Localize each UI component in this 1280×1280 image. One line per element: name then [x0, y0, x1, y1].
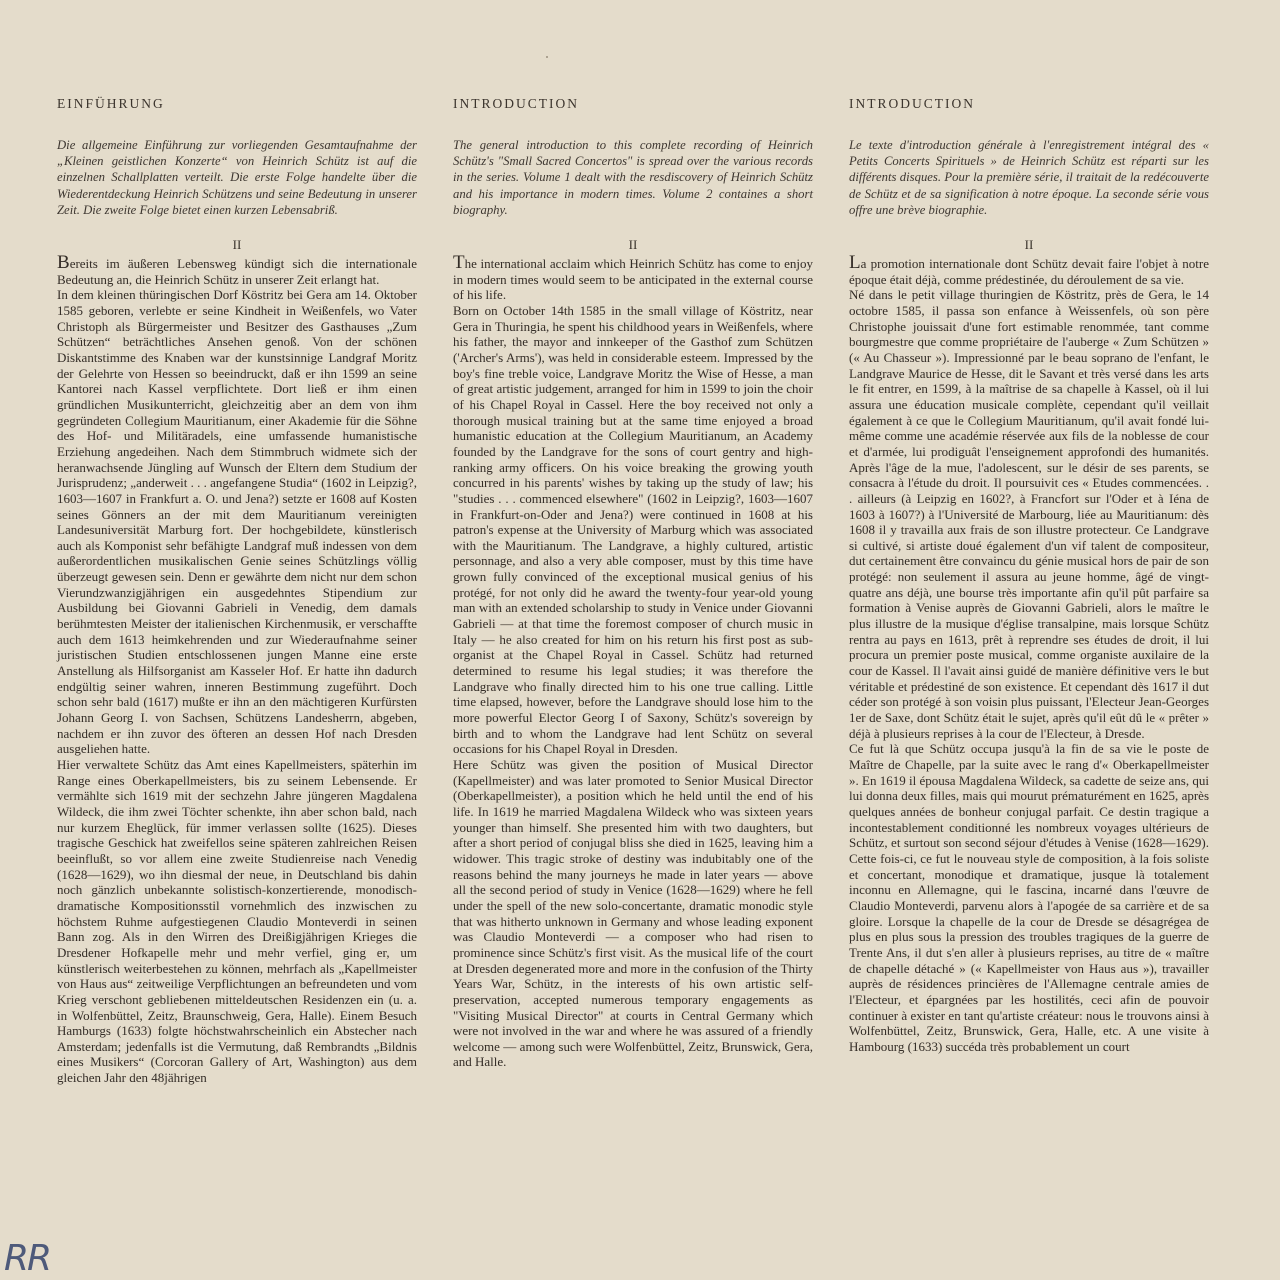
- german-heading: EINFÜHRUNG: [57, 96, 165, 111]
- english-section-number: II: [628, 237, 638, 252]
- english-paragraph-1: The international acclaim which Heinrich Schütz has come to enjoy in modern times would seem to be anticipated in the external course of his life.: [453, 252, 813, 303]
- french-paragraph-1: La promotion internationale dont Schütz devait faire l'objet à notre époque était déjà, comme prédestinée, du déroulement de sa vie.: [849, 252, 1209, 287]
- french-paragraph-3: Ce fut là que Schütz occupa jusqu'à la fin de sa vie le poste de Maître de Chapelle, par la suite avec le rang d'« Oberkapellmeister ». En 1619 il épousa Magdalena Wildeck, sa cadette de seize ans, qui lui donna deux filles, mais qui mourut prématurément en 1625, après quelques années de bonheur conjugal parfait. Ce destin tragique a incontestablement conditionné les nombreux voyages ultérieurs de Schütz, et surtout son second séjour d'études à Venise (1628—1629). Cette fois-ci, ce fut le nouveau style de composition, à la fois soliste et concertant, monodique et dramatique, jusque là totalement inconnu en Allemagne, qui le fascina, incarné dans l'œuvre de Claudio Monteverdi, parvenu alors à l'apogée de sa carrière et de sa gloire. Lorsque la chapelle de la cour de Dresde se désagrégea de plus en plus sous la pression des troubles tragiques de la guerre de Trente Ans, il dut s'en aller à plusieurs reprises, au titre de « maître de chapelle détaché » (« Kapellmeister von Haus aus »), travailler auprès de résidences princières de l'Allemagne centrale amies de l'Electeur, et épargnées par les hostilités, ceci afin de pouvoir continuer à exister en tant qu'artiste créateur: nous le trouvons ainsi à Wolfenbüttel, Zeitz, Brunswick, Gera, Halle, etc. A une visite à Hambourg (1633) succéda très probablement un court: [849, 741, 1209, 1054]
- german-intro: Die allgemeine Einführung zur vorliegenden Gesamtaufnahme der „Kleinen geistlichen Konzerte“ von Heinrich Schütz ist auf die einzelnen Schallplatten verteilt. Die erste Folge handelte über die Wiederentdeckung Heinrich Schützens und seine Bedeutung in unserer Zeit. Die zweite Folge bietet einen kurzen Lebensabriß.: [57, 138, 417, 217]
- french-section-number: II: [1024, 237, 1034, 252]
- english-paragraph-2: Born on October 14th 1585 in the small village of Köstritz, near Gera in Thuringia, he spent his childhood years in Weißenfels, where his father, the mayor and innkeeper of the Gasthof zum Schützen ('Archer's Arms'), was held in considerable esteem. Impressed by the boy's fine treble voice, Landgrave Moritz the Wise of Hesse, a man of great artistic judgement, arranged for him in 1599 to join the choir of his Chapel Royal in Cassel. Here the boy received not only a thorough musical training but at the same time enjoyed a broad humanistic education at the Collegium Mauritianum, an Academy founded by the Landgrave for the sons of court gentry and high-ranking army officers. On his voice breaking the growing youth concurred in his parents' wishes by taking up the study of law; his "studies . . . commenced elsewhere" (1602 in Leipzig?, 1603—1607 in Frankfurt-on-Oder and Jena?) were continued in 1608 at his patron's expense at the University of Marburg which was associated with the Mauritianum. The Landgrave, a highly cultured, artistic personnage, and also a very able composer, must by this time have grown fully convinced of the exceptional musical genius of his protégé, for not only did he award the twenty-four year-old young man with an extended scholarship to study in Venice under Giovanni Gabrieli — at that time the foremost composer of church music in Italy — he also created for him on his return his first post as sub-organist at the Chapel Royal in Cassel. Schütz had returned determined to resume his legal studies; it was therefore the Landgrave who finally directed him to his one true calling. Little time elapsed, however, before the Landgrave should lose him to the more powerful Elector Georg I of Saxony, Schütz's sovereign by birth and to whom the Landgrave had lent Schütz on several occasions for his Chapel Royal in Dresden.: [453, 302, 813, 757]
- french-body: [849, 252, 1209, 1054]
- english-body: [453, 252, 813, 1070]
- french-paragraph-2: Né dans le petit village thuringien de Köstritz, près de Gera, le 14 octobre 1585, il passa son enfance à Weissenfels, où son père Christophe jouissait d'une fort estimable renommée, tant comme bourgmestre que comme propriétaire de l'auberge « Zum Schützen » (« Au Chasseur »). Impressionné par le beau soprano de l'enfant, le Landgrave Maurice de Hesse, dit le Savant et très versé dans les arts le fit entrer, en 1599, à la maîtrise de sa chapelle à Kassel, où il lui assura une éducation musicale complète, cependant qu'il veillait également à ce que le Collegium Mauritianum, qu'il avait fondé lui-même comme une académie réservée aux fils de la noblesse de cour et d'armée, lui prodiguât l'enseignement approfondi des humanités. Après l'âge de la mue, l'adolescent, sur le désir de ses parents, se consacra à l'étude du droit. Il poursuivit ces « Etudes commencées. . . ailleurs (à Leipzig en 1602?, à Francfort sur l'Oder et à Iéna de 1603 à 1607?) à l'Université de Marbourg, liée au Mauritianum: dès 1608 il y travailla aux frais de son illustre protecteur. Ce Landgrave si cultivé, si artiste doué également d'un vif talent de compositeur, dut certainement être convaincu du génie musical hors de pair de son protégé: non seulement il assura au jeune homme, âgé de vingt-quatre ans déjà, une bourse très importante afin qu'il pût parfaire sa formation à Venise auprès de Giovanni Gabrieli, alors le maître le plus illustre de la musique d'église transalpine, mais lorsque Schütz rentra au pays en 1613, prêt à reprendre ses études de droit, il lui procura un premier poste musical, comme organiste auxilaire de la cour de Kassel. Il l'avait ainsi guidé de manière définitive vers le but véritable et prédestiné de son existence. Et cependant dès 1617 il dut céder son protégé à son voisin plus puissant, l'Electeur Jean-Georges 1er de Saxe, dont Schütz était le sujet, après qu'il eût dû le « prêter » déjà à plusieurs reprises à la cour de l'Electeur, à Dresde.: [849, 287, 1209, 741]
- english-paragraph-3: Here Schütz was given the position of Musical Director (Kapellmeister) and was later promoted to Senior Musical Director (Oberkapellmeister), a position which he held until the end of his life. In 1619 he married Magdalena Wildeck who was sixteen years younger than himself. She presented him with two daughters, but after a short period of conjugal bliss she died in 1625, leaving him a widower. This tragic stroke of destiny was indubitably one of the reasons behind the many journeys he made in later years — above all the second period of study in Venice (1628—1629) where he fell under the spell of the new solo-concertante, dramatic monodic style that was hitherto unknown in Germany and whose leading exponent was Claudio Monteverdi — a composer who had risen to prominence since Schütz's first visit. As the musical life of the court at Dresden degenerated more and more in the confusion of the Thirty Years War, Schütz, in the interests of his own artistic self-preservation, accepted numerous temporary engagements as "Visiting Musical Director" at courts in Central Germany which were not involved in the war and where he was assured of a friendly welcome — among such were Wolfenbüttel, Zeitz, Brunswick, Gera, and Halle.: [453, 757, 813, 1070]
- german-section-number: II: [232, 237, 242, 252]
- french-heading: INTRODUCTION: [849, 96, 975, 111]
- english-heading: INTRODUCTION: [453, 96, 579, 111]
- german-dropcap: B: [57, 252, 70, 273]
- speck: [546, 56, 548, 58]
- french-intro: Le texte d'introduction générale à l'enregistrement intégral des « Petits Concerts Spirituels » de Heinrich Schütz est réparti sur les différents disques. Pour la première série, il traitait de la redécouverte de Schütz et de sa signification à notre époque. La seconde série vous offre une brève biographie.: [849, 138, 1209, 217]
- english-intro: The general introduction to this complete recording of Heinrich Schütz's "Small Sacred Concertos" is spread over the various records in the series. Volume 1 dealt with the resdiscovery of Heinrich Schütz and his importance in modern times. Volume 2 containes a short biography.: [453, 138, 813, 217]
- german-paragraph-3: Hier verwaltete Schütz das Amt eines Kapellmeisters, späterhin im Range eines Oberkapellmeisters, bis zu seinem Lebensende. Er vermählte sich 1619 mit der sechzehn Jahre jüngeren Magdalena Wildeck, die ihm zwei Töchter schenkte, ihn aber schon bald, nach nur kurzem Eheglück, für immer verlassen sollte (1625). Dieses tragische Geschick hat zweifellos seine späteren zahlreichen Reisen beeinflußt, so vor allem eine zweite Studienreise nach Venedig (1628—1629), wo ihn diesmal der neue, in Deutschland bis dahin noch gänzlich unbekannte solistisch-konzertierende, monodisch-dramatische Kompositionsstil vornehmlich des inzwischen zu höchstem Ruhme aufgestiegenen Claudio Monteverdi in seinen Bann zog. Als in den Wirren des Dreißigjährigen Krieges die Dresdener Hofkapelle mehr und mehr verfiel, ging er, um künstlerisch weiterbestehen zu können, mehrfach als „Kapellmeister von Haus aus“ zeitweilige Verpflichtungen an befreundeten und vom Krieg verschont gebliebenen mitteldeutschen Residenzen ein (u. a. in Wolfenbüttel, Zeitz, Braunschweig, Gera, Halle). Einem Besuch Hamburgs (1633) folgte höchstwahrscheinlich ein Abstecher nach Amsterdam; jedenfalls ist die Vermutung, daß Rembrandts „Bildnis eines Musikers“ (Corcoran Gallery of Art, Washington) aus dem gleichen Jahr den 48jährigen: [57, 757, 417, 1086]
- handwritten-initials: RR: [4, 1238, 51, 1279]
- german-paragraph-2: In dem kleinen thüringischen Dorf Köstritz bei Gera am 14. Oktober 1585 geboren, verlebte er seine Kindheit in Weißenfels, wo Vater Christoph als Bürgermeister und Besitzer des Gasthauses „Zum Schützen“ beträchtliches Ansehen genoß. Von der schönen Diskantstimme des Knaben war der kunstsinnige Landgraf Moritz der Gelehrte von Hessen so beeindruckt, daß er ihn 1599 an seine Kantorei nach Kassel verpflichtete. Dort ließ er ihm einen gründlichen Musikunterricht, gleichzeitig aber an dem von ihm gegründeten Collegium Mauritianum, einer Akademie für die Söhne des Hof- und Militäradels, eine umfassende humanistische Erziehung angedeihen. Nach dem Stimmbruch widmete sich der heranwachsende Jüngling auf Wunsch der Eltern dem Studium der Jurisprudenz; „anderweit . . . angefangene Studia“ (1602 in Leipzig?, 1603—1607 in Frankfurt a. O. und Jena?) setzte er 1608 auf Kosten seines Gönners an der mit dem Mauritianum vereinigten Landesuniversität Marburg fort. Der hochgebildete, künstlerisch auch als Komponist sehr befähigte Landgraf muß indessen von dem außerordentlichen musikalischen Genie seines Schützlings völlig überzeugt gewesen sein. Denn er gewährte dem nicht nur dem schon Vierundzwanzigjährigen ein ausgedehntes Stipendium zur Ausbildung bei Giovanni Gabrieli in Venedig, dem damals berühmtesten Meister der italienischen Kirchenmusik, er verschaffte auch dem 1613 heimkehrenden und zur Wiederaufnahme seiner juristischen Studien entschlossenen jungen Manne eine erste Anstellung als Hilfsorganist am Kasseler Hof. Er hatte ihn dadurch endgültig seiner wahren, inneren Bestimmung zugeführt. Doch schon sehr bald (1617) mußte er ihn an den mächtigeren Kurfürsten Johann Georg I. von Sachsen, Schützens Landesherrn, abgeben, nachdem er ihn zuvor des öfteren an dessen Hof nach Dresden ausgeliehen hatte.: [57, 287, 417, 757]
- english-dropcap: T: [453, 252, 465, 273]
- french-dropcap: L: [849, 252, 861, 273]
- german-body: [57, 252, 417, 1086]
- german-paragraph-1: Bereits im äußeren Lebensweg kündigt sich die internationale Bedeutung an, die Heinrich Schütz in unserer Zeit erlangt hat.: [57, 252, 417, 287]
